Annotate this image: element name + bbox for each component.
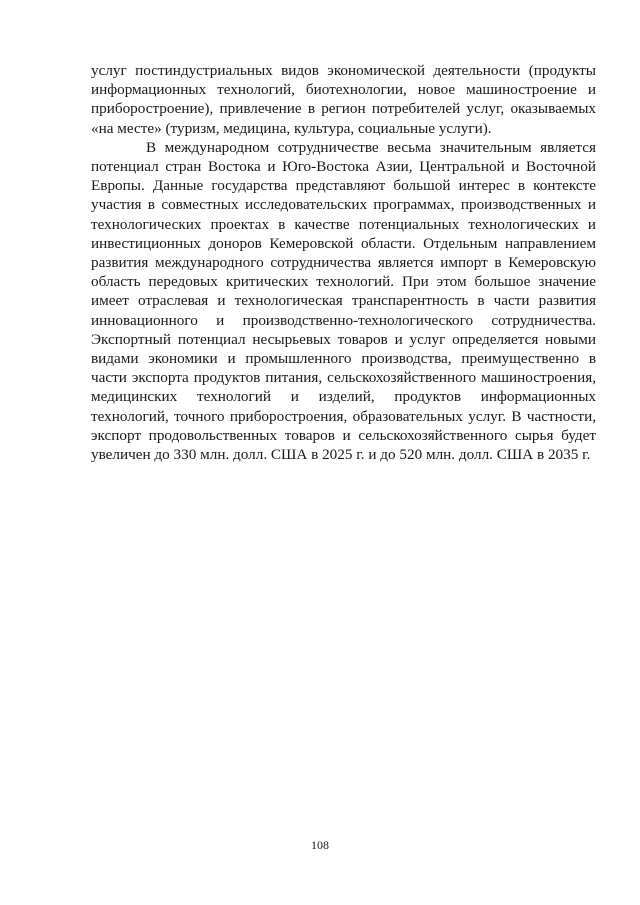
paragraph-continuation: услуг постиндустриальных видов экономической деятельности (продукты информационных технологий, биотехнологии, новое машиностроение и приборостроение), привлечение в регион потребителей услуг, оказываемых «на месте» (туризм, медицина, культура, социальные услуги). [91,62,596,137]
page-number: 108 [311,838,329,852]
paragraph-international-cooperation: В международном сотрудничестве весьма значительным является потенциал стран Востока и Юго-Востока Азии, Центральной и Восточной Европы. Данные государства представляют большой интерес в контексте участия в совместных исследовательских программах, производственных и технологических проектах в качестве потенциальных технологических и инвестиционных доноров Кемеровской области. Отдельным направлением развития международного сотрудничества является импорт в Кемеровскую область передовых критических технологий. При этом большое значение имеет отраслевая и технологическая транспарентность в части развития инновационного и производственно-технологического сотрудничества. Экспортный потенциал несырьевых товаров и услуг определяется новыми видами экономики и промышленного производства, преимущественно в части экспорта продуктов питания, сельскохозяйственного машиностроения, медицинских технологий и изделий, продуктов информационных технологий, точного приборостроения, образовательных услуг. В частности, экспорт продовольственных товаров и сельскохозяйственного сырья будет увеличен до 330 млн. долл. США в 2025 г. и до 520 млн. долл. США в 2035 г. [91,138,596,464]
body-text [91,61,596,464]
